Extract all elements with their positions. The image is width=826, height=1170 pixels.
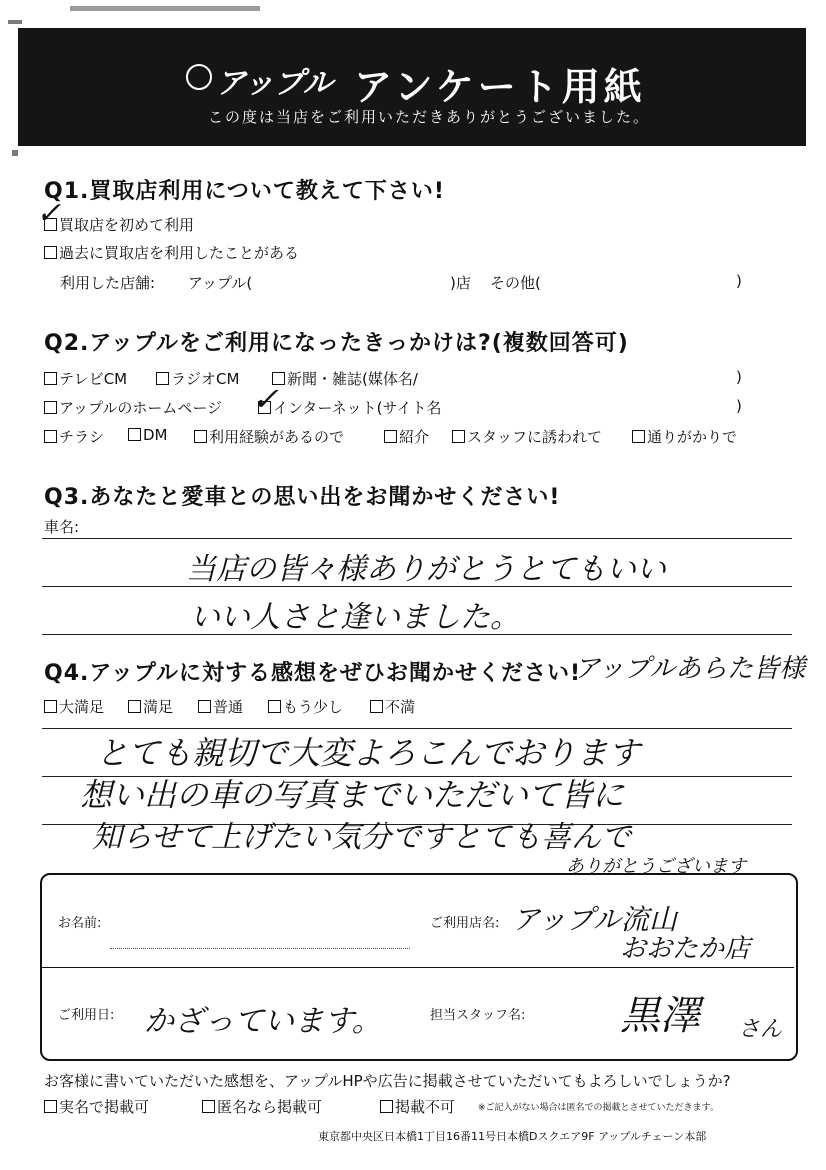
scan-speck (12, 150, 18, 156)
q2-option-referral[interactable]: 紹介 (384, 426, 429, 447)
scan-speck (70, 6, 260, 11)
staff-name-value: 黒澤 (620, 993, 700, 1039)
q2-option-experience[interactable]: 利用経験があるので (194, 426, 344, 447)
consent-note: ※ご記入がない場合は匿名での掲載とさせていただきます。 (478, 1103, 719, 1113)
checkbox-icon[interactable] (202, 1100, 215, 1113)
q2-option-staff[interactable]: スタッフに誘われて (452, 426, 602, 447)
q2-option-radio[interactable]: ラジオCM (156, 368, 239, 389)
consent-option-no-publish[interactable]: 掲載不可 (380, 1096, 455, 1117)
checkbox-icon[interactable] (44, 401, 57, 414)
checkbox-icon[interactable] (44, 430, 57, 443)
footer-address: 東京都中央区日本橋1丁目16番11号日本橋Dスクエア9F アップルチェーン本部 (318, 1130, 707, 1143)
store-name-label: ご利用店名: (430, 916, 500, 931)
q4-title-handwritten-note: アップルあらた皆様 (574, 654, 806, 684)
q2-title: Q2.アップルをご利用になったきっかけは?(複数回答可) (44, 331, 629, 356)
q1-title: Q1.買取店利用について教えて下さい! (44, 179, 445, 204)
q4-answer-line-2: 想い出の車の写真までいただいて皆に (80, 776, 625, 814)
q2-option-passing[interactable]: 通りがかりで (632, 426, 737, 447)
q1-option-used-before[interactable]: 過去に買取店を利用したことがある (44, 242, 299, 263)
staff-name-suffix: さん (738, 1017, 783, 1042)
checkbox-icon[interactable] (44, 700, 57, 713)
q4-option-satisfied[interactable]: 満足 (128, 696, 173, 717)
header-banner (18, 28, 806, 146)
consent-option-real-name[interactable]: 実名で掲載可 (44, 1096, 149, 1117)
checkbox-icon[interactable] (44, 372, 57, 385)
q2-option-homepage[interactable]: アップルのホームページ (44, 397, 222, 418)
checkbox-icon[interactable] (268, 700, 281, 713)
q2-option-flyer[interactable]: チラシ (44, 426, 104, 447)
q4-answer-line-3: 知らせて上げたい気分ですとても喜んで (92, 820, 632, 855)
q4-option-average[interactable]: 普通 (198, 696, 243, 717)
page-subtitle: この度は当店をご利用いただきありがとうございました。 (208, 108, 651, 126)
checkbox-icon[interactable] (128, 428, 141, 441)
q2-option-tv[interactable]: テレビCM (44, 368, 127, 389)
store-apple-close: )店 (450, 274, 471, 292)
q3-answer-line-1: 当店の皆々様ありがとうとてもいい (186, 552, 666, 587)
visit-date-label: ご利用日: (58, 1008, 115, 1023)
checkbox-icon[interactable] (632, 430, 645, 443)
brand-logo: アップル (216, 66, 333, 101)
q4-option-very-satisfied[interactable]: 大満足 (44, 696, 104, 717)
consent-question: お客様に書いていただいた感想を、アップルHPや広告に掲載させていただいてもよろしいでしょうか? (44, 1072, 731, 1090)
store-used-label: 利用した店舗: (60, 274, 156, 292)
q2-row2-close: ) (736, 397, 742, 415)
info-divider (40, 967, 794, 968)
check-mark-icon: ✓ (36, 196, 62, 231)
checkbox-icon[interactable] (194, 430, 207, 443)
checkbox-icon[interactable] (380, 1100, 393, 1113)
q4-title: Q4.アップルに対する感想をぜひお聞かせください! (44, 661, 581, 686)
checkbox-icon[interactable] (156, 372, 169, 385)
checkbox-icon[interactable] (370, 700, 383, 713)
consent-option-anonymous[interactable]: 匿名なら掲載可 (202, 1096, 322, 1117)
checkbox-icon[interactable] (384, 430, 397, 443)
store-name-value: アップル流山 (512, 903, 677, 936)
store-apple-label: アップル( (188, 274, 253, 292)
checkbox-icon[interactable] (44, 1100, 57, 1113)
visit-date-value: かざっています。 (144, 1004, 382, 1039)
q3-answer-line-2: いい人さと逢いました。 (190, 600, 520, 635)
q2-option-newspaper[interactable]: 新聞・雑誌(媒体名/ (272, 368, 418, 389)
q1-option-first-time[interactable]: 買取店を初めて利用 (44, 214, 194, 235)
name-field-line[interactable] (110, 948, 410, 949)
page-title: アンケート用紙 (354, 65, 646, 109)
checkbox-icon[interactable] (452, 430, 465, 443)
apple-logo-icon (186, 64, 212, 90)
car-name-label: 車名: (44, 518, 80, 536)
store-other-label: その他( (490, 274, 541, 292)
q2-option-internet[interactable]: インターネット(サイト名 (258, 397, 441, 418)
q4-option-dissatisfied[interactable]: 不満 (370, 696, 415, 717)
q2-row1-close: ) (736, 368, 742, 386)
name-label: お名前: (58, 916, 102, 931)
check-mark-icon: ✓ (252, 380, 279, 418)
q4-answer-line-1: とても親切で大変よろこんでおります (96, 734, 641, 772)
scan-speck (8, 20, 22, 24)
store-name-value-2: おおたか店 (620, 934, 751, 964)
staff-name-label: 担当スタッフ名: (430, 1008, 526, 1023)
q4-answer-line-4: ありがとうございます (566, 856, 746, 877)
q2-option-dm[interactable]: DM (128, 426, 168, 444)
checkbox-icon[interactable] (198, 700, 211, 713)
q4-option-so-so[interactable]: もう少し (268, 696, 343, 717)
store-other-close: ) (736, 272, 742, 290)
q3-title: Q3.あなたと愛車との思い出をお聞かせください! (44, 485, 561, 510)
checkbox-icon[interactable] (44, 246, 57, 259)
checkbox-icon[interactable] (128, 700, 141, 713)
answer-line (42, 538, 792, 539)
